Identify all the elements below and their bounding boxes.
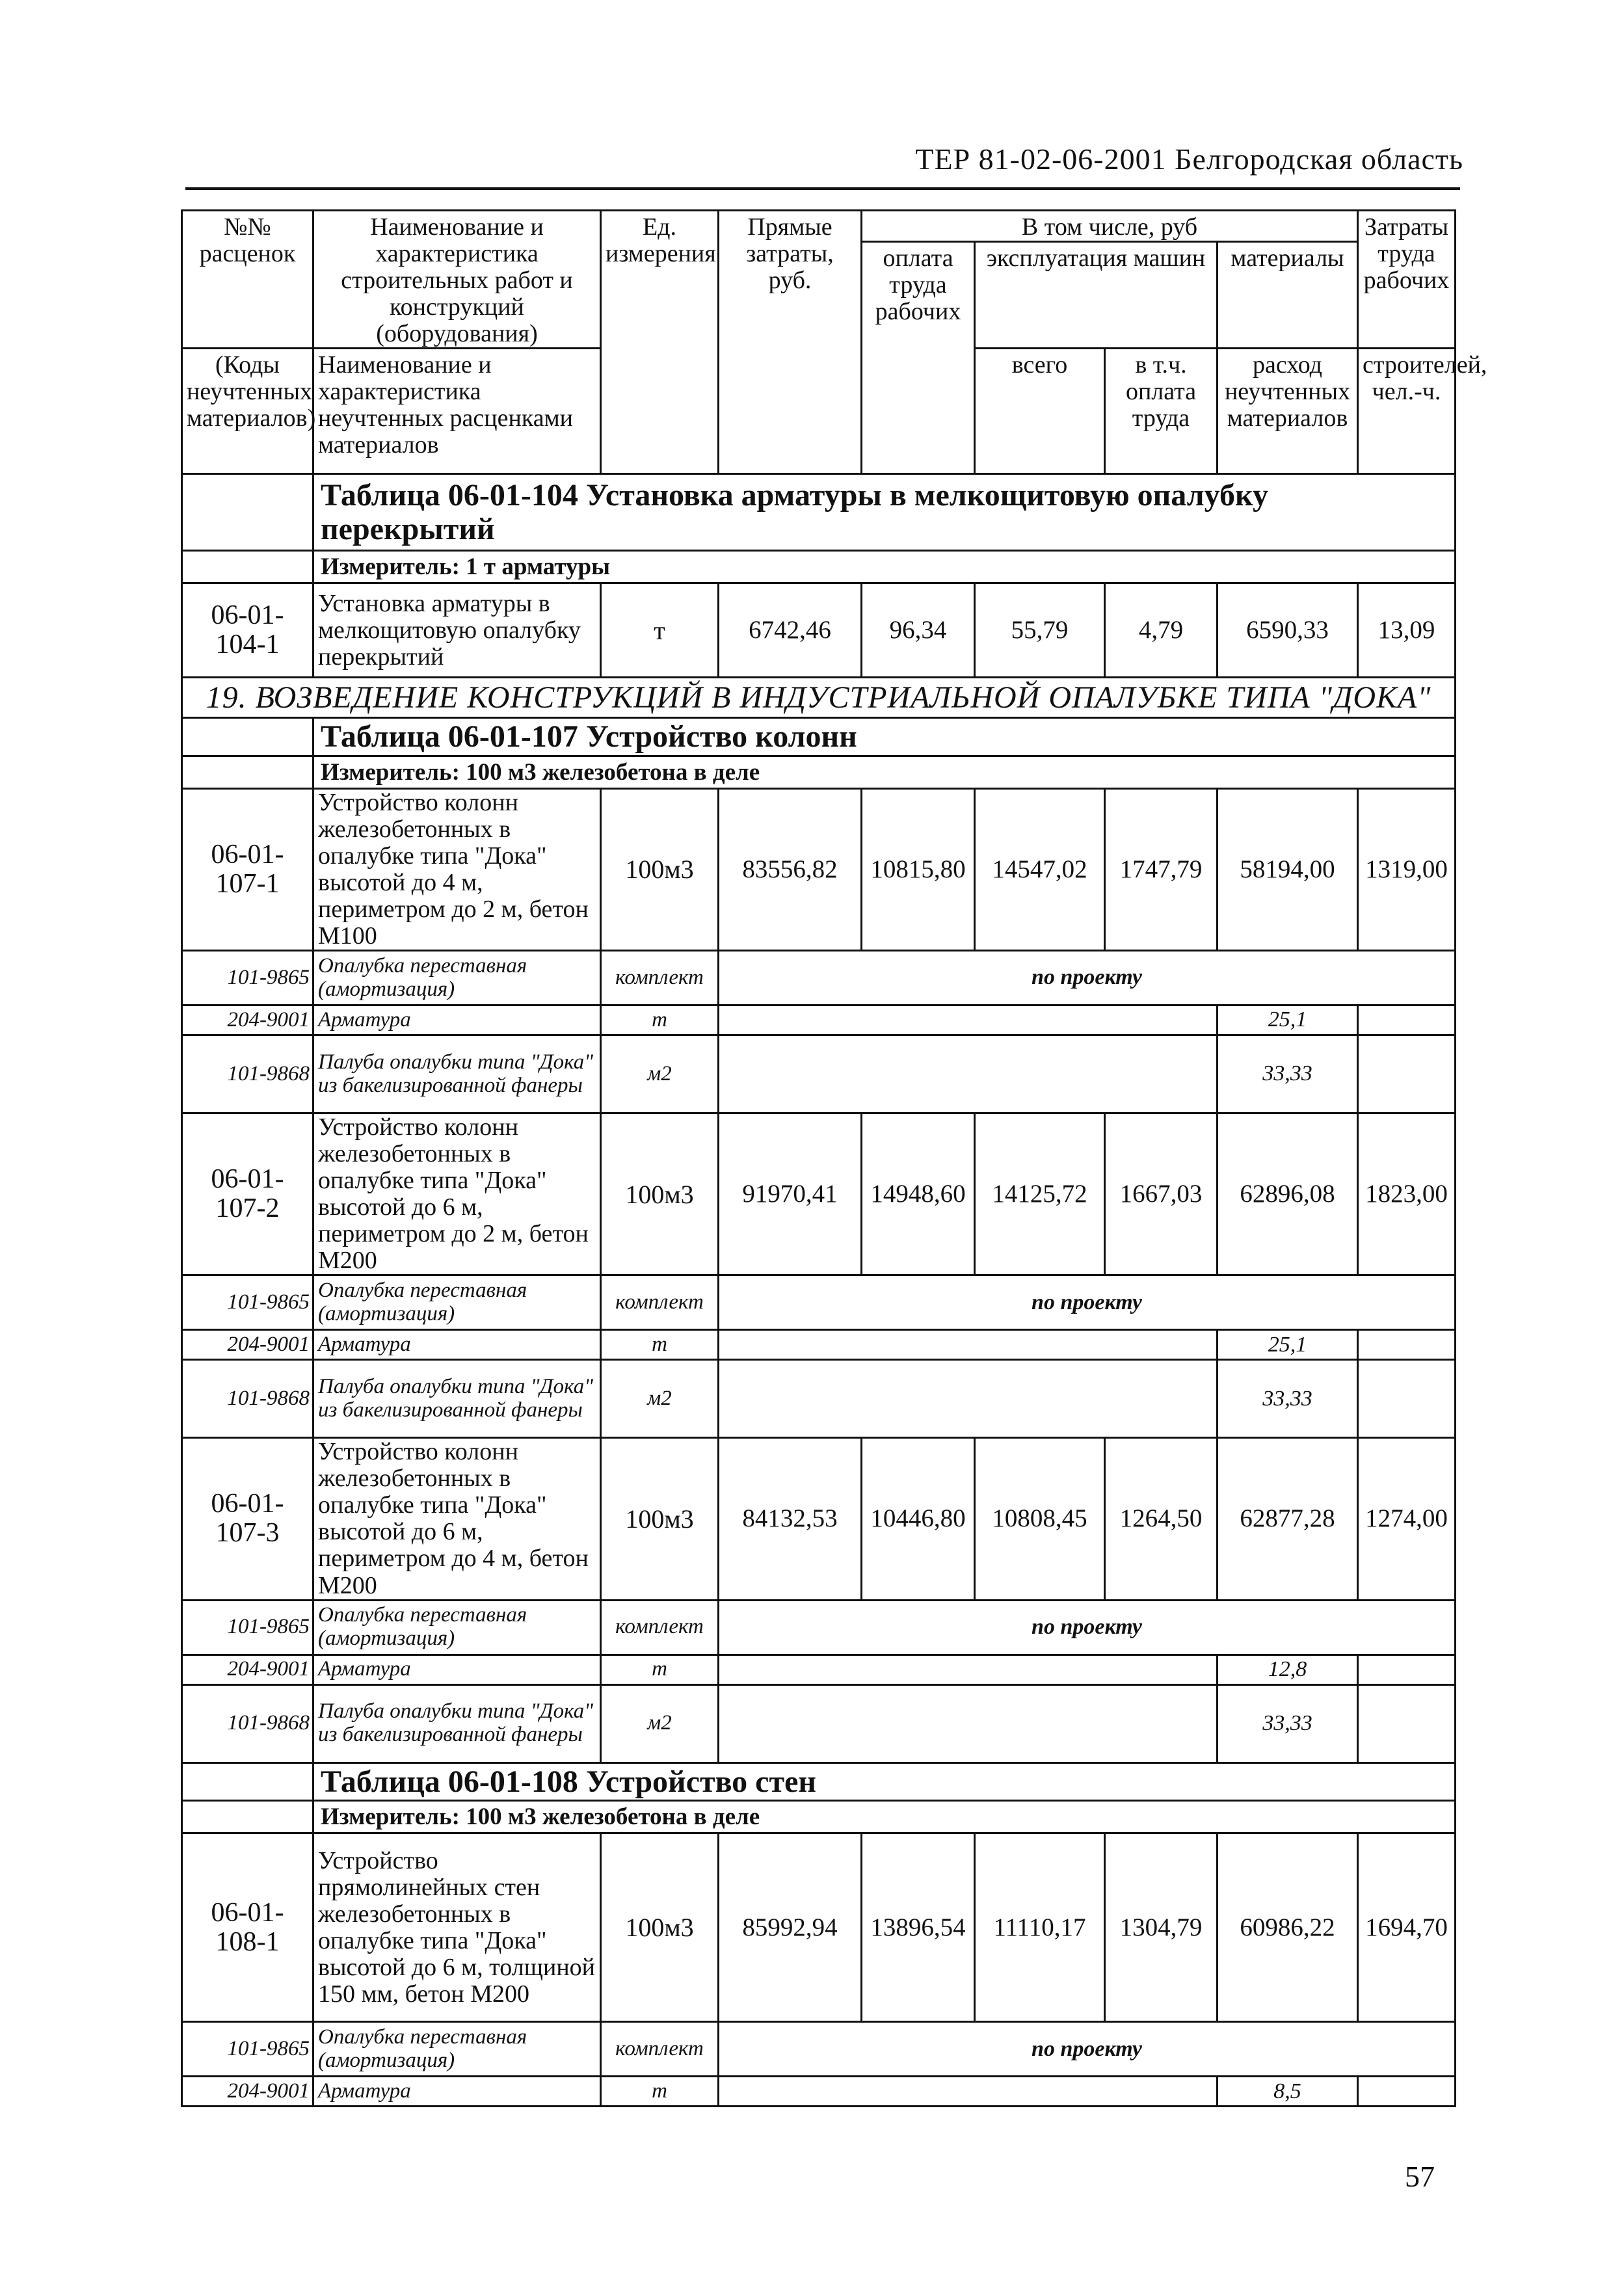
material-row	[182, 1684, 1456, 1763]
meter-row	[182, 1801, 1456, 1833]
material-name: Арматура	[313, 1330, 601, 1360]
material-row	[182, 1005, 1456, 1035]
rate-name: Устройство прямолинейных стен железобетонных в опалубке типа "Дока" высотой до 6 м, толщиной 150 мм, бетон М200	[313, 1833, 601, 2022]
table-row	[182, 1113, 1456, 1275]
material-code: 204-9001	[182, 1330, 313, 1360]
table-108-meter: Измеритель: 100 м3 железобетона в деле	[313, 1801, 1456, 1833]
material-note: по проекту	[719, 2022, 1456, 2077]
rate-materials: 60986,22	[1218, 1833, 1358, 2022]
table-title-row	[182, 474, 1456, 551]
rate-labor-cost: 1319,00	[1358, 788, 1456, 950]
material-row	[182, 2022, 1456, 2077]
header-materials-sub: расход неучтенных материалов	[1218, 349, 1358, 474]
table-row	[182, 583, 1456, 678]
material-row	[182, 2077, 1456, 2107]
rate-machines-total: 14547,02	[975, 788, 1105, 950]
rate-direct: 91970,41	[719, 1113, 862, 1275]
rate-labor-pay: 13896,54	[862, 1833, 975, 2022]
material-qty: 12,8	[1218, 1655, 1358, 1684]
material-name: Опалубка переставная (амортизация)	[313, 1600, 601, 1655]
rate-name: Установка арматуры в мелкощитовую опалубку перекрытий	[313, 583, 601, 678]
page-number: 57	[1405, 2160, 1435, 2193]
rate-machines-pay: 1304,79	[1105, 1833, 1218, 2022]
material-note: по проекту	[719, 1275, 1456, 1330]
rate-code: 06-01-107-1	[182, 788, 313, 950]
material-code: 101-9865	[182, 951, 313, 1005]
rate-labor-cost: 1274,00	[1358, 1438, 1456, 1600]
material-unit: м2	[601, 1360, 719, 1438]
header-direct: Прямые затраты, руб.	[719, 211, 862, 474]
material-unit: т	[601, 1330, 719, 1360]
material-code: 101-9868	[182, 1035, 313, 1113]
table-row	[182, 1833, 1456, 2022]
material-unit: комплект	[601, 2022, 719, 2077]
material-qty: 33,33	[1218, 1360, 1358, 1438]
rate-unit: 100м3	[601, 1833, 719, 2022]
rate-machines-pay: 4,79	[1105, 583, 1218, 678]
rate-name: Устройство колонн железобетонных в опалубке типа "Дока" высотой до 6 м, периметром до 2 м, бетон М200	[313, 1113, 601, 1275]
header-including: В том числе, руб	[862, 211, 1358, 242]
material-qty: 25,1	[1218, 1005, 1358, 1035]
rate-materials: 6590,33	[1218, 583, 1358, 678]
header-machines-pay: в т.ч. оплата труда	[1105, 349, 1218, 474]
material-code: 204-9001	[182, 1005, 313, 1035]
rate-labor-pay: 10446,80	[862, 1438, 975, 1600]
rate-code: 06-01-107-3	[182, 1438, 313, 1600]
rate-labor-pay: 96,34	[862, 583, 975, 678]
table-104-title: Таблица 06-01-104 Установка арматуры в мелкощитовую опалубку перекрытий	[313, 474, 1456, 551]
table-row	[182, 1438, 1456, 1600]
rate-materials: 58194,00	[1218, 788, 1358, 950]
material-unit: т	[601, 1005, 719, 1035]
rate-direct: 84132,53	[719, 1438, 862, 1600]
rate-labor-pay: 10815,80	[862, 788, 975, 950]
header-labor-cost-sub: строителей, чел.-ч.	[1358, 349, 1456, 474]
page-header: ТЕР 81-02-06-2001 Белгородская область	[915, 142, 1463, 176]
table-row	[182, 788, 1456, 950]
header-code-sub: (Коды неучтенных материалов)	[182, 349, 313, 474]
rate-machines-total: 55,79	[975, 583, 1105, 678]
header-unit: Ед. измерения	[601, 211, 719, 474]
material-note: по проекту	[719, 1600, 1456, 1655]
material-unit: м2	[601, 1035, 719, 1113]
table-104-meter: Измеритель: 1 т арматуры	[313, 551, 1456, 583]
rate-materials: 62896,08	[1218, 1113, 1358, 1275]
material-code: 101-9865	[182, 1600, 313, 1655]
header-name: Наименование и характеристика строительных работ и конструкций (оборудования)	[313, 211, 601, 349]
rate-labor-cost: 1823,00	[1358, 1113, 1456, 1275]
material-code: 101-9865	[182, 1275, 313, 1330]
header-name-sub: Наименование и характеристика неучтенных расценками материалов	[313, 349, 601, 474]
rate-unit: 100м3	[601, 1438, 719, 1600]
header-materials: материалы	[1218, 242, 1358, 349]
header-row-1	[182, 211, 1456, 242]
material-name: Палуба опалубки типа "Дока" из бакелизированной фанеры	[313, 1684, 601, 1763]
material-row	[182, 1360, 1456, 1438]
table-title-row	[182, 718, 1456, 756]
material-row	[182, 1600, 1456, 1655]
rate-unit: т	[601, 583, 719, 678]
material-code: 101-9868	[182, 1360, 313, 1438]
table-107-meter: Измеритель: 100 м3 железобетона в деле	[313, 756, 1456, 788]
meter-row	[182, 551, 1456, 583]
rate-code: 06-01-104-1	[182, 583, 313, 678]
table-title-row	[182, 1763, 1456, 1801]
header-code: №№ расценок	[182, 211, 313, 349]
material-code: 101-9868	[182, 1684, 313, 1763]
rate-materials: 62877,28	[1218, 1438, 1358, 1600]
rate-labor-cost: 13,09	[1358, 583, 1456, 678]
rate-machines-total: 10808,45	[975, 1438, 1105, 1600]
material-row	[182, 951, 1456, 1005]
header-rule	[185, 187, 1460, 190]
material-qty: 8,5	[1218, 2077, 1358, 2107]
material-qty: 33,33	[1218, 1684, 1358, 1763]
material-code: 204-9001	[182, 2077, 313, 2107]
material-name: Арматура	[313, 1655, 601, 1684]
rate-machines-pay: 1747,79	[1105, 788, 1218, 950]
material-unit: т	[601, 2077, 719, 2107]
rate-direct: 83556,82	[719, 788, 862, 950]
rate-direct: 6742,46	[719, 583, 862, 678]
header-machines-total: всего	[975, 349, 1105, 474]
material-name: Арматура	[313, 2077, 601, 2107]
material-name: Палуба опалубки типа "Дока" из бакелизированной фанеры	[313, 1035, 601, 1113]
table-108-title: Таблица 06-01-108 Устройство стен	[313, 1763, 1456, 1801]
header-labor-pay: оплата труда рабочих	[862, 242, 975, 474]
rate-name: Устройство колонн железобетонных в опалубке типа "Дока" высотой до 4 м, периметром до 2 м, бетон М100	[313, 788, 601, 950]
section-row	[182, 678, 1456, 718]
rate-labor-pay: 14948,60	[862, 1113, 975, 1275]
rate-machines-pay: 1264,50	[1105, 1438, 1218, 1600]
material-name: Опалубка переставная (амортизация)	[313, 951, 601, 1005]
material-row	[182, 1035, 1456, 1113]
rate-direct: 85992,94	[719, 1833, 862, 2022]
rate-name: Устройство колонн железобетонных в опалубке типа "Дока" высотой до 6 м, периметром до 4 м, бетон М200	[313, 1438, 601, 1600]
material-unit: комплект	[601, 1275, 719, 1330]
material-unit: комплект	[601, 951, 719, 1005]
rate-code: 06-01-108-1	[182, 1833, 313, 2022]
header-labor-cost: Затраты труда рабочих	[1358, 211, 1456, 349]
material-code: 204-9001	[182, 1655, 313, 1684]
material-name: Опалубка переставная (амортизация)	[313, 2022, 601, 2077]
rates-table	[181, 209, 1487, 2107]
rate-machines-pay: 1667,03	[1105, 1113, 1218, 1275]
material-name: Опалубка переставная (амортизация)	[313, 1275, 601, 1330]
section-19-title: 19. ВОЗВЕДЕНИЕ КОНСТРУКЦИЙ В ИНДУСТРИАЛЬНОЙ ОПАЛУБКЕ ТИПА "ДОКА"	[182, 678, 1456, 718]
rate-labor-cost: 1694,70	[1358, 1833, 1456, 2022]
rate-unit: 100м3	[601, 788, 719, 950]
material-note: по проекту	[719, 951, 1456, 1005]
material-unit: м2	[601, 1684, 719, 1763]
rate-machines-total: 14125,72	[975, 1113, 1105, 1275]
rate-unit: 100м3	[601, 1113, 719, 1275]
material-row	[182, 1275, 1456, 1330]
rate-machines-total: 11110,17	[975, 1833, 1105, 2022]
material-qty: 33,33	[1218, 1035, 1358, 1113]
material-qty: 25,1	[1218, 1330, 1358, 1360]
material-row	[182, 1655, 1456, 1684]
material-unit: комплект	[601, 1600, 719, 1655]
material-unit: т	[601, 1655, 719, 1684]
material-name: Арматура	[313, 1005, 601, 1035]
table-107-title: Таблица 06-01-107 Устройство колонн	[313, 718, 1456, 756]
material-code: 101-9865	[182, 2022, 313, 2077]
header-machines: эксплуатация машин	[975, 242, 1218, 349]
rate-code: 06-01-107-2	[182, 1113, 313, 1275]
material-row	[182, 1330, 1456, 1360]
meter-row	[182, 756, 1456, 788]
material-name: Палуба опалубки типа "Дока" из бакелизированной фанеры	[313, 1360, 601, 1438]
